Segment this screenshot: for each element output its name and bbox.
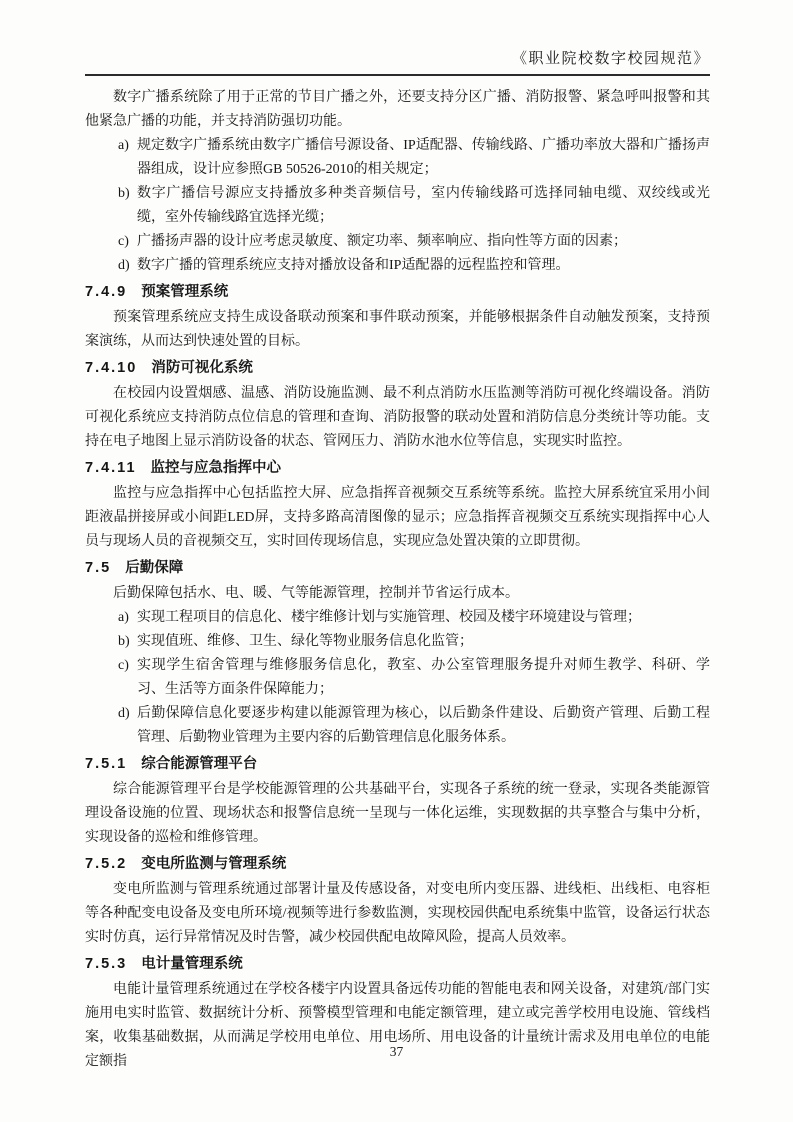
paragraph-7-4-11: 监控与应急指挥中心包括监控大屏、应急指挥音视频交互系统等系统。监控大屏系统宜采用小间距液晶拼接屏或小间距LED屏，支持多路高清图像的显示；应急指挥音视频交互系统实现指挥中心人员与现场人员的音视频交互，实时回传现场信息，实现应急处置决策的立即贯彻。: [85, 486, 710, 549]
section-title: 消防可视化系统: [151, 360, 253, 376]
list-marker: a): [118, 610, 129, 625]
paragraph-7-5-2: 变电所监测与管理系统通过部署计量及传感设备，对变电所内变压器、进线柜、出线柜、电容柜等各种配变电设备及变电所环境/视频等进行参数监测，实现校园供配电系统集中监管，设备运行状态实时仿真，运行异常情况及时告警，减少校园供配电故障风险，提高人员效率。: [85, 882, 710, 945]
list-item-text: 实现学生宿舍管理与维修服务信息化，教室、办公室管理服务提升对师生教学、科研、学习、生活等方面条件保障能力；: [137, 658, 710, 697]
paragraph-7-5-1: 综合能源管理平台是学校能源管理的公共基础平台，实现各子系统的统一登录，实现各类能源管理设备设施的位置、现场状态和报警信息统一呈现与一体化运维，实现数据的共享整合与集中分析，实现设备的巡检和维修管理。: [85, 782, 710, 845]
list-item: [85, 606, 710, 630]
section-number: 7.4.11: [85, 460, 137, 476]
list-item: [85, 702, 710, 750]
list-marker: b): [118, 634, 130, 649]
section-heading-7-5-3: [85, 952, 710, 976]
list-marker: d): [118, 258, 130, 273]
list-item-text: 数字广播信号源应支持播放多种类音频信号，室内传输线路可选择同轴电缆、双绞线或光缆，室外传输线路宜选择光缆；: [137, 186, 710, 225]
page-header: [85, 48, 710, 76]
section-title: 监控与应急指挥中心: [150, 460, 282, 476]
list-item-text: 实现工程项目的信息化、楼宇维修计划与实施管理、校园及楼宇环境建设与管理；: [137, 610, 641, 625]
section-heading-7-4-11: [85, 456, 710, 480]
list-item-text: 数字广播的管理系统应支持对播放设备和IP适配器的远程监控和管理。: [137, 258, 570, 273]
section-heading-7-5-2: [85, 852, 710, 876]
paragraph-digital-broadcast: 数字广播系统除了用于正常的节目广播之外，还要支持分区广播、消防报警、紧急呼叫报警和其他紧急广播的功能，并支持消防强切功能。: [85, 90, 710, 129]
list-item: [85, 230, 710, 254]
section-number: 7.4.9: [85, 284, 128, 300]
list-item-text: 实现值班、维修、卫生、绿化等物业服务信息化监管；: [137, 634, 473, 649]
section-heading-7-5-1: [85, 752, 710, 776]
list-marker: b): [118, 186, 130, 201]
list-item-text: 广播扬声器的设计应考虑灵敏度、额定功率、频率响应、指向性等方面的因素；: [137, 234, 627, 249]
list-item: [85, 182, 710, 230]
section-title: 后勤保障: [125, 560, 184, 576]
section-title: 综合能源管理平台: [141, 756, 258, 772]
logistics-requirements-list: [85, 606, 710, 750]
paragraph-7-4-10: 在校园内设置烟感、温感、消防设施监测、最不利点消防水压监测等消防可视化终端设备。消防可视化系统应支持消防点位信息的管理和查询、消防报警的联动处置和消防信息分类统计等功能。支持在电子地图上显示消防设备的状态、管网压力、消防水池水位等信息，实现实时监控。: [85, 386, 710, 449]
list-item: [85, 630, 710, 654]
section-title: 变电所监测与管理系统: [141, 856, 287, 872]
list-item: [85, 134, 710, 182]
paragraph-7-4-9: 预案管理系统应支持生成设备联动预案和事件联动预案，并能够根据条件自动触发预案，支持预案演练，从而达到快速处置的目标。: [85, 310, 710, 349]
section-number: 7.4.10: [85, 360, 138, 376]
section-number: 7.5.3: [85, 956, 128, 972]
page-number: 37: [389, 1044, 404, 1059]
section-heading-7-4-9: [85, 280, 710, 304]
list-marker: a): [118, 138, 129, 153]
list-marker: c): [118, 658, 129, 673]
doc-title: 《职业院校数字校园规范》: [511, 51, 710, 67]
section-title: 预案管理系统: [141, 284, 229, 300]
list-marker: d): [118, 706, 130, 721]
section-heading-7-4-10: [85, 356, 710, 380]
section-number: 7.5.1: [85, 756, 128, 772]
section-number: 7.5: [85, 560, 112, 576]
list-item: [85, 654, 710, 702]
section-title: 电计量管理系统: [141, 956, 243, 972]
list-item-text: 后勤保障信息化要逐步构建以能源管理为核心，以后勤条件建设、后勤资产管理、后勤工程管理、后勤物业管理为主要内容的后勤管理信息化服务体系。: [137, 706, 710, 745]
document-body: [85, 76, 710, 1074]
section-number: 7.5.2: [85, 856, 128, 872]
section-heading-7-5: [85, 556, 710, 580]
list-item: [85, 254, 710, 278]
broadcast-requirements-list: [85, 134, 710, 278]
list-marker: c): [118, 234, 129, 249]
paragraph-7-5-3: 电能计量管理系统通过在学校各楼宇内设置具备远传功能的智能电表和网关设备，对建筑/部门实施用电实时监管、数据统计分析、预警模型管理和电能定额管理，建立或完善学校用电设施、管线档案，收集基础数据，从而满足学校用电单位、用电场所、用电设备的计量统计需求及用电单位的电能定额指: [85, 982, 710, 1069]
paragraph-7-5-intro: 后勤保障包括水、电、暖、气等能源管理，控制并节省运行成本。: [113, 586, 519, 601]
list-item-text: 规定数字广播系统由数字广播信号源设备、IP适配器、传输线路、广播功率放大器和广播扬声器组成，设计应参照GB 50526-2010的相关规定；: [137, 138, 710, 177]
